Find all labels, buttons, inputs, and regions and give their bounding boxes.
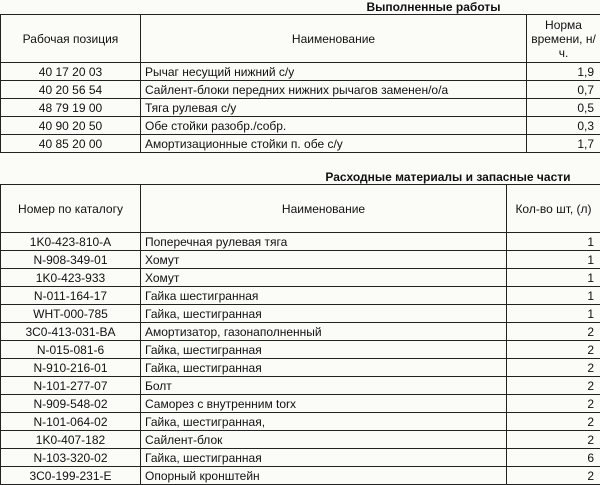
works-cell-code: 40 17 20 03 <box>1 63 141 81</box>
parts-cell-name: Болт <box>141 377 507 395</box>
works-title-row <box>1 0 600 15</box>
parts-cell-name: Сайлент-блок <box>141 431 507 449</box>
parts-table <box>0 170 600 485</box>
works-cell-code: 40 85 20 00 <box>1 135 141 153</box>
works-cell-value: 1,7 <box>527 135 600 153</box>
parts-cell-value: 6 <box>507 449 600 467</box>
parts-cell-name: Саморез с внутренним torx <box>141 395 507 413</box>
parts-cell-value: 2 <box>507 359 600 377</box>
parts-row <box>1 341 600 359</box>
parts-cell-name: Гайка, шестигранная <box>141 449 507 467</box>
parts-cell-value: 1 <box>507 269 600 287</box>
parts-body <box>1 170 600 485</box>
parts-cell-value: 2 <box>507 377 600 395</box>
parts-cell-value: 2 <box>507 467 600 485</box>
parts-cell-name: Поперечная рулевая тяга <box>141 233 507 251</box>
works-header-norm: Норма времени, н/ч. <box>527 15 600 63</box>
parts-cell-code: N-908-349-01 <box>1 251 141 269</box>
parts-row <box>1 233 600 251</box>
parts-cell-code: N-910-216-01 <box>1 359 141 377</box>
works-cell-value: 1,9 <box>527 63 600 81</box>
parts-cell-value: 2 <box>507 395 600 413</box>
parts-cell-code: 3C0-413-031-BA <box>1 323 141 341</box>
works-cell-value: 0,3 <box>527 117 600 135</box>
parts-cell-value: 1 <box>507 287 600 305</box>
parts-cell-value: 1 <box>507 305 600 323</box>
parts-cell-code: N-101-064-02 <box>1 413 141 431</box>
parts-title: Расходные материалы и запасные части <box>141 170 600 185</box>
parts-cell-name: Гайка, шестигранная <box>141 341 507 359</box>
parts-cell-name: Опорный кронштейн <box>141 467 507 485</box>
parts-cell-name: Хомут <box>141 251 507 269</box>
parts-cell-name: Хомут <box>141 269 507 287</box>
parts-cell-code: N-011-164-17 <box>1 287 141 305</box>
parts-cell-code: N-015-081-6 <box>1 341 141 359</box>
works-row <box>1 99 600 117</box>
parts-cell-code: 1K0-423-810-A <box>1 233 141 251</box>
parts-cell-code: N-103-320-02 <box>1 449 141 467</box>
parts-header-name: Наименование <box>141 185 507 233</box>
parts-cell-value: 2 <box>507 341 600 359</box>
works-title: Выполненные работы <box>141 0 600 15</box>
parts-row <box>1 431 600 449</box>
works-row <box>1 135 600 153</box>
works-cell-code: 40 90 20 50 <box>1 117 141 135</box>
parts-row <box>1 395 600 413</box>
parts-header-qty: Кол-во шт, (л) <box>507 185 600 233</box>
parts-cell-name: Гайка, шестигранная, <box>141 413 507 431</box>
works-cell-name: Амортизационные стойки п. обе с/у <box>141 135 527 153</box>
parts-row <box>1 359 600 377</box>
works-cell-name: Тяга рулевая с/у <box>141 99 527 117</box>
parts-cell-code: WHT-000-785 <box>1 305 141 323</box>
works-cell-name: Обе стойки разобр./собр. <box>141 117 527 135</box>
parts-row <box>1 251 600 269</box>
parts-row <box>1 305 600 323</box>
works-header-row <box>1 15 600 63</box>
parts-cell-value: 1 <box>507 233 600 251</box>
works-row <box>1 63 600 81</box>
parts-row <box>1 413 600 431</box>
works-cell-code: 48 79 19 00 <box>1 99 141 117</box>
parts-row <box>1 467 600 485</box>
parts-cell-name: Гайка, шестигранная <box>141 305 507 323</box>
parts-cell-code: N-909-548-02 <box>1 395 141 413</box>
works-body <box>1 0 600 153</box>
parts-cell-code: 1K0-423-933 <box>1 269 141 287</box>
parts-cell-name: Амортизатор, газонаполненный <box>141 323 507 341</box>
works-cell-name: Рычаг несущий нижний с/у <box>141 63 527 81</box>
parts-cell-value: 2 <box>507 413 600 431</box>
parts-cell-name: Гайка шестигранная <box>141 287 507 305</box>
parts-cell-name: Гайка, шестигранная <box>141 359 507 377</box>
works-cell-code: 40 20 56 54 <box>1 81 141 99</box>
parts-cell-code: N-101-277-07 <box>1 377 141 395</box>
parts-row <box>1 269 600 287</box>
works-row <box>1 117 600 135</box>
parts-cell-code: 3C0-199-231-E <box>1 467 141 485</box>
parts-row <box>1 287 600 305</box>
parts-row <box>1 377 600 395</box>
parts-row <box>1 323 600 341</box>
parts-cell-value: 2 <box>507 431 600 449</box>
works-header-code: Рабочая позиция <box>1 15 141 63</box>
works-cell-value: 0,5 <box>527 99 600 117</box>
works-cell-value: 0,7 <box>527 81 600 99</box>
works-cell-name: Сайлент-блоки передних нижних рычагов заменен/о/а <box>141 81 527 99</box>
parts-cell-code: 1K0-407-182 <box>1 431 141 449</box>
parts-title-row <box>1 170 600 185</box>
works-row <box>1 81 600 99</box>
parts-cell-value: 1 <box>507 251 600 269</box>
parts-row <box>1 449 600 467</box>
works-header-name: Наименование <box>141 15 527 63</box>
parts-header-row <box>1 185 600 233</box>
parts-cell-value: 2 <box>507 323 600 341</box>
parts-header-code: Номер по каталогу <box>1 185 141 233</box>
works-table <box>0 0 600 153</box>
